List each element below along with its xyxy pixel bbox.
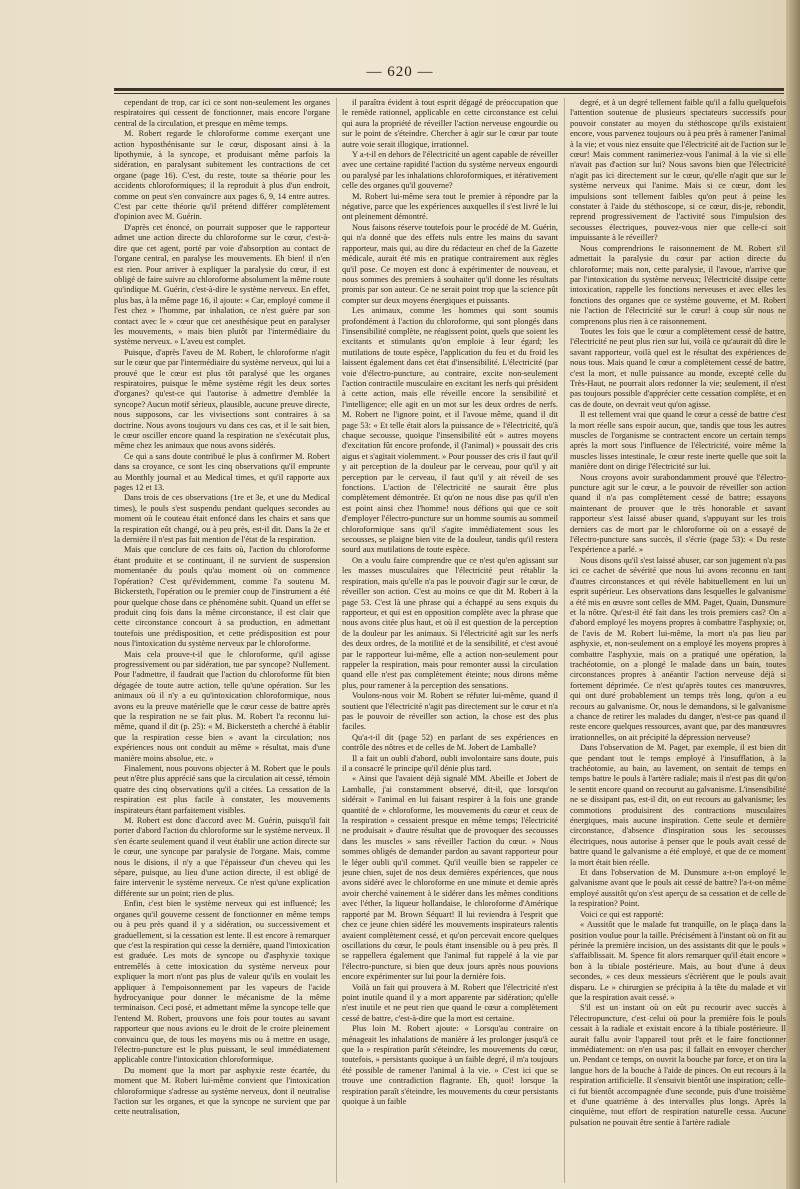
page-number: — 620 — xyxy=(366,64,434,80)
paragraph: M. Robert regarde le chloroforme comme exerçant une action hyposthénisante sur le cœur, disposant ainsi à la lipothymie, à la syncope, et produisant même parfois la sidération, en paralysant subitement les contractions de cet organe (page 16). C'est, du reste, toute sa théorie pour les accidents chloroformiques; il la reproduit à plus d'un endroit, comme on peut s'en convaincre aux pages 6, 9, 14 entre autres. C'est par cette théorie qu'il prétend différer complètement d'opinion avec M. Guérin. xyxy=(114,129,330,222)
column-right xyxy=(570,98,786,1183)
paragraph: degré, et à un degré tellement faible qu'il a fallu quelquefois l'attention soutenue de plusieurs spectateurs successifs pour pouvoir constater au moyen du stéthoscope qu'ils existaient encore, vous parvenez toujours ou à peu près à ramener l'animal à la vie; et vous niez ensuite que l'électricité ait de l'action sur le cœur! Mais comment ranimeriez-vous l'animal à la vie si elle n'avait pas d'action sur lui? Nous savons bien que l'électricité n'agit pas ici directement sur le cœur, qu'elle n'agit que sur le système nerveux qui l'anime. Mais si ce cœur, dont les impulsions sont tellement faibles qu'on peut à peine les constater à l'aide du stéthoscope, si ce cœur, dis-je, rebondit, reprend progressivement de l'activité sous l'impulsion des secousses électriques, pouvez-vous nier que celle-ci soit impuissante à le réveiller? xyxy=(570,98,786,243)
paragraph: Et dans l'observation de M. Dunsmure a-t-on employé le galvanisme avant que le pouls ait cessé de battre? l'a-t-on même employé aussitôt qu'on s'est aperçu de sa cessation et de celle de la respiration? Point. xyxy=(570,868,786,909)
header-rule-thick xyxy=(114,88,784,91)
paragraph: Dans l'observation de M. Paget, par exemple, il est bien dit que pendant tout le temps employé à l'insufflation, à la trachéotomie, au bain, au lavement, on sentait de temps en temps battre le pouls à l'artère radiale; mais il n'est pas dit qu'on le sentit encore quand on recourut au galvanisme. L'insensibilité ne se dissipant pas, est-il dit, on eut recours au galvanisme; les commotions produisirent des contractions musculaires énergiques, mais aucune inspiration. Cette seule et dernière circonstance, d'absence d'inspiration sous les secousses électriques, nous autorise à penser que le pouls avait cessé de battre quand le galvanisme a été employé, et que de ce moment la mort était bien réelle. xyxy=(570,743,786,867)
paragraph: Voilà un fait qui prouvera à M. Robert que l'électricité n'est point inutile quand il y a mort apparente par sidération; qu'elle n'est inutile et ne peut rien que quand le cœur a complètement cessé de battre, c'est-à-dire que la mort est certaine. xyxy=(342,982,558,1023)
column-left xyxy=(114,98,330,1183)
paragraph: M. Robert est donc d'accord avec M. Guérin, puisqu'il fait porter d'abord l'action du chloroforme sur le système nerveux. Il s'en écarte seulement quand il veut établir une action directe sur le cœur, une syncope par paralysie de l'organe. Mais, comme nous le disions, il n'y a que l'épaisseur d'un cheveu qui les sépare, puisque, au lieu d'une action directe, il est obligé de faire intervenir le système nerveux. Ce n'est qu'une explication différente sur un point; rien de plus. xyxy=(114,816,330,898)
paragraph: « Aussitôt que le malade fut tranquille, on le plaça dans la position voulue pour la taille. Précisément à l'instant où on fit au périnée la première incision, un des assistants dit que le pouls » s'affaiblissait. M. Spence fit alors remarquer qu'il était encore » bon à la tibiale postérieure. Mais, au bout d'une à deux secondes, » ces deux messieurs s'écrièrent que le pouls avait disparu. Le » chirurgien se précipita à la tête du malade et vit que la respiration avait cessé. » xyxy=(570,920,786,1002)
paragraph: Nous croyons avoir surabondamment prouvé que l'électro-puncture agit sur le cœur, a le pouvoir de réveiller son action quand il n'a pas complètement cessé de battre; essayons maintenant de prouver que le très honorable et savant rapporteur s'est laissé abuser quand, s'appuyant sur les trois derniers cas de mort par le chloroforme où on a essayé de l'électro-puncture sans succès, il s'écrie (page 53): « Du reste l'expérience a parlé. » xyxy=(570,472,786,555)
column-divider xyxy=(336,98,337,1183)
paragraph: Qu'a-t-il dit (page 52) en parlant de ses expériences en contrôle des nôtres et de celles de M. Jobert de Lamballe? xyxy=(342,732,558,753)
paragraph: Nous faisons réserve toutefois pour le procédé de M. Guérin, qui n'a donné que des effets nuls entre les mains du savant rapporteur, mais qui, au dire du rédacteur en chef de la Gazette médicale, aurait été mis en pratique contrairement aux règles qu'il pose. Ce moyen est donc à expérimenter de nouveau, et nous sommes des premiers à souhaiter qu'il donne les résultats promis par son auteur. Ce ne serait point trop que la science pût compter sur deux moyens énergiques et puissants. xyxy=(342,222,558,305)
paragraph: Les animaux, comme les hommes qui sont soumis profondément à l'action du chloroforme, qui sont plongés dans l'insensibilité complète, ne réagissent point, quels que soient les excitants et stimulants qu'on emploie à leur égard; les mutilations de toute espèce, l'application du feu et du froid les laissent également dans cet état d'insensibilité. L'électricité (par voie d'électro-puncture, au contraire, excite non-seulement l'action contractile musculaire en excitant les nerfs qui président à cette action, mais elle réveille encore la sensibilité et l'intelligence; elle agit en un mot sur les deux ordres de nerfs. M. Robert ne l'ignore point, et il l'avoue même, quand il dit page 53: « Et telle était alors la puissance de » l'électricité, qu'à chaque secousse, quoique l'insensibilité eût » autres moyens d'excitation fût encore profonde, il (l'animal) » poussait des cris aigus et s'agitait violemment. » Pour pousser des cris il faut qu'il y ait perception de la douleur par le cerveau, pour qu'il y ait perception par le cerveau, il faut qu'il y ait réveil de ses fonctions. L'action de l'électricité ne saurait être plus complètement démontrée. Et qu'on ne nous dise pas qu'il n'en est point ainsi chez l'homme! nous défions qui que ce soit d'employer l'électro-puncture sur un homme soumis au sommeil chloroformique sans qu'il s'agite immédiatement sous les secousses, se plaigne bien vite de la douleur, tandis qu'il restera sourd aux mutilations de toute espèce. xyxy=(342,306,558,555)
paragraph: Du moment que la mort par asphyxie reste écartée, du moment que M. Robert lui-même convient que l'intoxication chloroformique s'adresse au système nerveux, dont il neutralise l'action sur les organes, et que la syncope ne survient que par cette neutralisation, xyxy=(114,1065,330,1117)
paragraph: Enfin, c'est bien le système nerveux qui est influencé; les organes qu'il gouverne cessent de fonctionner en même temps ou à peu près quand il y a sidération, ou successivement et graduellement, si la cessation est lente. Il est encore à remarquer que c'est la respiration qui cesse la dernière, quand l'intoxication est graduée. Les mots de syncope ou d'asphyxie toxique entremêlés à cette intoxication du système nerveux pour expliquer la mort n'ont pas plus de valeur qu'ils en voulait les appliquer à l'empoisonnement par les vapeurs de l'acide hydrocyanique pour donner le mécanisme de la même terminaison. Ceci posé, et admettant même la syncope telle que l'entend M. Robert, prouvons une fois pour toutes au savant rapporteur que nous avions eu le droit de le croire pleinement convaincu que, de tous les moyens mis ou à mettre en usage, l'électro-puncture est le plus puissant, le seul immédiatement applicable contre l'intoxication chloroformique. xyxy=(114,899,330,1065)
paragraph: Mais cela prouve-t-il que le chloroforme, qu'il agisse progressivement ou par sidération, tue par syncope? Nullement. Pour l'admettre, il faudrait que l'action du chloroforme fût bien dégagée de toute autre action, telle qu'une opération. Sur les animaux où il n'y a eu qu'intoxication chloroformique, nous avons eu la preuve matérielle que le cœur cesse de battre après que la respiration ne se fait plus. M. Robert l'a reconnu lui-même, quand il dit (p. 25): « M. Bickersteth a cherché à établir que la respiration cesse bien » avant la circulation; nos expériences nous ont conduit au même » résultat, mais d'une manière moins absolue, etc. » xyxy=(114,649,330,763)
header-rule-thin xyxy=(114,93,784,94)
paragraph: Nous disons qu'il s'est laissé abuser, car son jugement n'a pas ici ce cachet de sévérité que nous lui avons reconnu en tant d'autres circonstances et qui révèle habituellement en lui un esprit supérieur. Les observations dans lesquelles le galvanisme a été mis en œuvre sont celles de MM. Paget, Quain, Dunsmure et la nôtre. Qu'est-il été fait dans les trois premiers cas? On a d'abord employé les moyens propres à combattre l'asphyxie; or, de l'avis de M. Robert lui-même, la mort n'a pas lieu par asphyxie, et, non-seulement on a employé les moyens propres à combattre l'asphyxie, mais on a pratiqué une opération, la trachéotomie, on a plongé le malade dans un bain, toutes circonstances propres à anéantir l'action nerveuse déjà si fortement déprimée. Ce n'est qu'après toutes ces manœuvres, qui ont duré probablement un temps très long, qu'on a eu recours au galvanisme. Or, nous le demandons, si le galvanisme a chance de retirer les malades du danger, n'est-ce pas quand il reste encore quelques ressources, avant que, par des manœuvres irrationnelles, on ait précipité la dépression nerveuse? xyxy=(570,555,786,742)
paragraph: Voici ce qui est rapporté: xyxy=(580,909,664,919)
paragraph: D'après cet énoncé, on pourrait supposer que le rapporteur admet une action directe du chloroforme sur le cœur, c'est-à-dire que cet agent, porté par voie d'absorption au contact de l'organe central, en paralyse les mouvements. Eh bien! il n'en est rien. Pour arriver à expliquer la paralysie du cœur, il est obligé de faire suivre au chloroforme absolument la même route qu'indique M. Guérin, c'est-à-dire le système nerveux. En effet, plus bas, à la même page 16, il ajoute: « Car, employé comme il l'est chez » l'homme, par inhalation, ce n'est guère par son contact avec le » cœur que cet anesthésique peut en paralyser les mouvements, » mais bien plutôt par l'intermédiaire du système nerveux. » L'aveu est complet. xyxy=(114,222,330,347)
paragraph: Il a fait un oubli d'abord, oubli involontaire sans doute, puis il a consacré le principe qu'il dénie plus tard. xyxy=(342,753,558,773)
paragraph: Plus loin M. Robert ajoute: « Lorsqu'au contraire on ménageait les inhalations de manière à les prolonger jusqu'à ce que la » respiration parût s'éteindre, les mouvements du cœur, toutefois, » persistants quoique à un faible degré, il m'a toujours été possible de ramener l'animal à la vie. » C'est ici que se trouve une contradiction flagrante. Eh, quoi! lorsque la respiration paraît s'éteindre, les mouvements du cœur persistants quoique à un faible xyxy=(342,1024,558,1106)
paragraph: Puisque, d'après l'aveu de M. Robert, le chloroforme n'agit sur le cœur que par l'intermédiaire du système nerveux, qui lui a prouvé que le cœur est plus tôt paralysé que les organes respiratoires, puisque le même système régit les deux sortes d'organes? qu'est-ce qui l'autorise à admettre d'emblée la syncope? Aucun motif sérieux, plausible, aucune preuve directe, nous supposons, car les vivisections sont contraires à sa doctrine. Nous avons toujours vu dans ces cas, et il le sait bien, le cœur osciller encore quand la respiration ne s'exécutait plus, même chez les animaux que nous avons sidérés. xyxy=(114,347,330,451)
column-divider xyxy=(564,98,565,1183)
paragraph: Nous comprendrions le raisonnement de M. Robert s'il admettait la paralysie du cœur par action directe du chloroforme; mais non, cette paralysie, il l'avoue, n'arrive que par l'intoxication du système nerveux; l'électricité dissipe cette intoxication, rappelle les fonctions nerveuses et avec elles les fonctions des organes que ce système gouverne, et M. Robert nie l'action de l'électricité sur le cœur! à coup sûr nous ne comprenons plus rien à ce raisonnement. xyxy=(570,243,786,326)
paragraph: « Ainsi que l'avaient déjà signalé MM. Abeille et Jobert de Lamballe, j'ai constamment observé, dit-il, que lorsqu'on sidérait » l'animal en lui faisant respirer à la fois une grande quantité de » chloroforme, les mouvements du cœur et ceux de la respiration » cessaient presque en même temps; l'électricité ne produisait » d'autre résultat que de provoquer des secousses dans les muscles » sans réveiller l'action du cœur. » Nous sommes obligés de demander pardon au savant rapporteur pour le léger oubli qu'il commet. Qu'il veuille bien se rappeler ce jeune chien, sujet de nos deux dernières expériences, que nous avons sidéré avec le chloroforme en une minute et demie après avoir cherché vainement à le sidérer dans les mêmes conditions avec l'éther, la liqueur hollandaise, le chloroforme d'Amérique rapporté par M. Brown Séquart! Il lui reviendra à l'esprit que chez ce jeune chien sidéré les mouvements inspirateurs ralentis avaient complètement cessé, et qu'on percevait encore quelques oscillations du cœur, le pouls étant insensible ou à peu près. Il se rappellera également que l'animal fut rappelé à la vie par l'électro-puncture, si bien que deux jours après nous pouvions encore expérimenter sur lui pour la dernière fois. xyxy=(342,774,558,982)
paragraph: On a voulu faire comprendre que ce n'est qu'en agissant sur les masses musculaires que l'électricité peut rétablir la respiration, mais qu'elle n'a pas le pouvoir d'agir sur le cœur, de réveiller son action. C'est au moins ce que dit M. Robert à la page 53. C'est là une phrase qui a échappé au sens exquis du rapporteur, et qui est en opposition complète avec la phrase que nous avons citée plus haut, et où il est question de la perception de la douleur par les animaux. Si l'électricité agit sur les nerfs des deux ordres, de la motilité et de la sensibilité, et c'est avoué par le rapporteur lui-même, elle a action non-seulement pour rappeler la respiration, mais pour remonter aussi la circulation quand elle n'est pas complètement éteinte; nous dirons même plus, pour ramener à la perception des sensations. xyxy=(342,555,558,690)
paragraph: il paraîtra évident à tout esprit dégagé de préoccupation que le remède rationnel, applicable en cette circonstance est celui qui aura la propriété de réveiller l'action nerveuse engourdie ou sur le point de s'éteindre. Chercher à agir sur le cœur par toute autre voie serait illogique, irrationnel. xyxy=(342,98,558,149)
page-binding-edge xyxy=(786,0,800,1189)
paragraph: Mais que conclure de ces faits où, l'action du chloroforme étant produite et se continuant, il ne survient de suspension momentanée du pouls qu'au moment où on commence l'opération? C'est qu'évidemment, comme l'a soutenu M. Bickersteth, l'opération ou le premier coup de l'instrument a été pour quelque chose dans ce phénomène subit. Quand un effet se produit cinq fois dans la même circonstance, il est clair que cette circonstance concourt à sa production, en admettant toutefois une prédisposition, et cette prédisposition est pour nous l'intoxication du système nerveux par le chloroforme. xyxy=(114,545,330,649)
paragraph: S'il est un instant où on eût pu recourir avec succès à l'électropuncture, c'est celui où pour la première fois le pouls cessait à la radiale et existait encore à la tibiale postérieure. Il aurait fallu avoir l'appareil tout prêt et le faire fonctionner immédiatement: on n'en usa pas; il fallait en envoyer chercher un. Pendant ce temps, on ouvrit la bouche par force, et on tira la langue hors de la bouche à l'aide de pinces. On eut recours à la respiration artificielle. Il s'ensuivit bientôt une inspiration; celle-ci fut bientôt accompagnée d'une seconde, puis d'une troisième et d'une quatrième à des intervalles plus longs. Après la cinquième, tout effort de respiration naturelle cessa. Aucune pulsation ne pouvait être sentie à l'artère radiale xyxy=(570,1003,786,1127)
paragraph: Toutes les fois que le cœur a complètement cessé de battre, l'électricité ne peut plus rien sur lui, voilà ce qu'aurait dû dire le savant rapporteur, voilà quel est le résultat des expériences de nous tous. Mais quand le cœur a complètement cessé de battre, c'est la mort, et nulle puissance au monde, excepté celle du Très-Haut, ne pourrait alors redonner la vie; seulement, il n'est pas toujours possible d'apprécier cette cessation complète, et en cas de doute, on devrait veut qu'on agisse. xyxy=(570,326,786,409)
paragraph: Ce qui a sans doute contribué le plus à confirmer M. Robert dans sa croyance, ce sont les cinq observations qu'il emprunte au Monthly journal et au Medical times, et qu'il rapporte aux pages 12 et 13. xyxy=(114,451,330,493)
paragraph: Il est tellement vrai que quand le cœur a cessé de battre c'est la mort réelle sans espoir aucun, que, tandis que tous les autres muscles de l'organisme se contractent encore un certain temps après la mort sous l'influence de l'électricité, voire même la muscles lisses intestinale, le cœur reste inerte quelle que soit la manière dont on dirige l'électricité sur lui. xyxy=(570,410,786,472)
paragraph: Y a-t-il en dehors de l'électricité un agent capable de réveiller avec une certaine rapidité l'action du système nerveux engourdi ou paralysé par les inhalations chloroformiques, et itérativement celle des organes qu'il gouverne? xyxy=(342,150,558,191)
paragraph: Voulons-nous voir M. Robert se réfuter lui-même, quand il soutient que l'électricité n'agit pas directement sur le cœur et n'a pas le pouvoir de réveiller son action, la chose est des plus faciles. xyxy=(342,691,558,732)
column-middle xyxy=(342,98,558,1183)
paragraph: Finalement, nous pouvons objecter à M. Robert que le pouls peut n'être plus apprécié sans que la circulation ait cessé, témoin quatre des cinq observations qu'il a citées. La cessation de la respiration est plus facile à constater, les mouvements inspirateurs étant parfaitement visibles. xyxy=(114,764,330,815)
text-columns xyxy=(114,98,786,1183)
paragraph: cependant de trop, car ici ce sont non-seulement les organes respiratoires qui cessent de fonctionner, mais encore l'organe central de la circulation, et presque en même temps. xyxy=(114,98,330,128)
paragraph: Dans trois de ces observations (1re et 3e, et une du Medical times), le pouls s'est suspendu pendant quelques secondes au moment où le couteau était enfoncé dans les chairs et sans que la respiration eût changé, ou à peu près, est-il dit. Dans la 2e et la dernière il n'est pas fait mention de l'état de la respiration. xyxy=(114,493,330,545)
paragraph: M. Robert lui-même sera tout le premier à répondre par la négative, parce que les expériences auxquelles il s'est livré le lui ont pleinement démontré. xyxy=(342,191,558,222)
